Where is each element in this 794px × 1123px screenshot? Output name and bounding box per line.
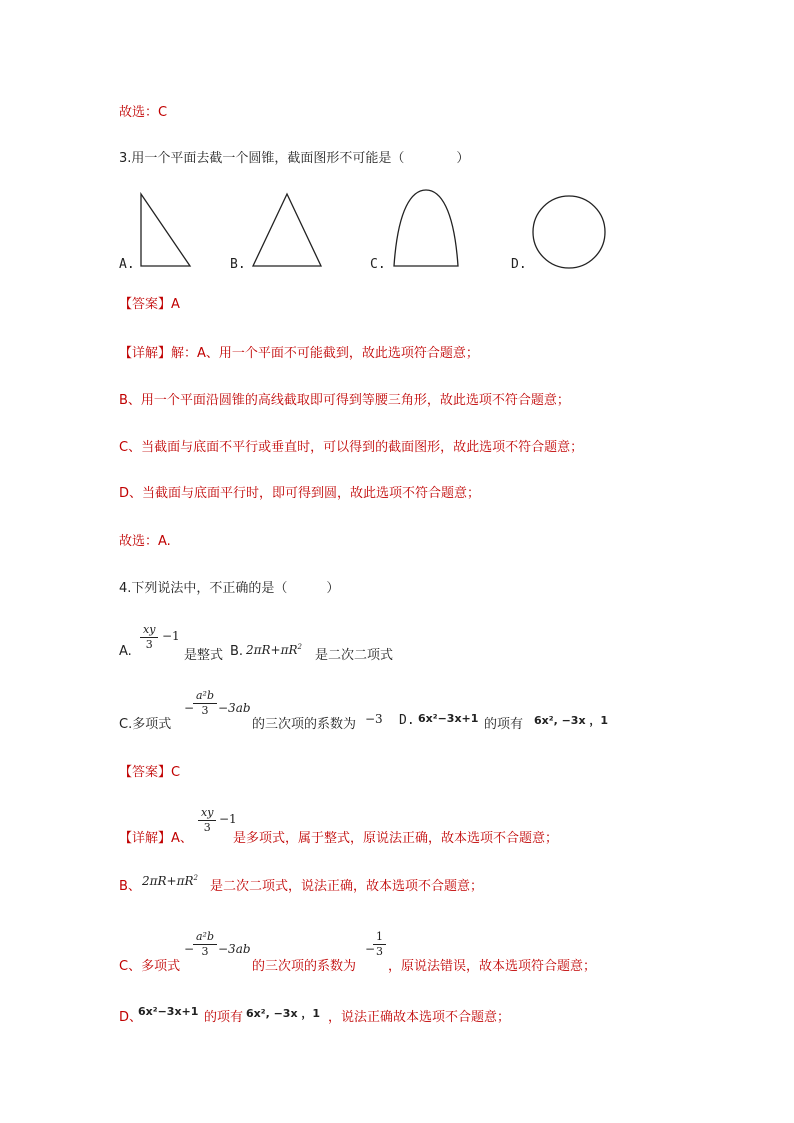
q4-option-c-text: 的三次项的系数为 xyxy=(252,717,357,732)
q4-detail-a-fraction xyxy=(198,806,216,835)
q4-detail-c-text: ，原说法错误，故本选项符合题意； xyxy=(388,959,597,974)
option-b-label: B. xyxy=(230,257,246,272)
q4-detail-d-expression: 6x²−3x+1 xyxy=(138,1005,199,1018)
option-d-circle-shape xyxy=(531,194,611,272)
q4-detail-c-fraction xyxy=(193,930,217,959)
frac-numerator: a²b xyxy=(196,930,215,943)
q3-detail-d: D、当截面与底面平行时，即可得到圆，故此选项不符合题意； xyxy=(119,486,481,501)
q4-detail-c-value-fraction xyxy=(373,930,386,959)
detail-tag: 【详解】 xyxy=(119,346,172,361)
q4-detail-d-mid: 的项有 xyxy=(204,1010,244,1025)
q4-detail-a-minus-one: −1 xyxy=(219,812,237,826)
detail-text: 解：A、用一个平面不可能截到，故此选项符合题意； xyxy=(171,346,479,361)
q4-option-d-terms: 6x², −3x ，1 xyxy=(534,714,609,727)
frac-denominator: 3 xyxy=(201,945,209,958)
q4-detail-b-text: 是二次二项式，说法正确，故本选项不合题意； xyxy=(210,879,484,894)
option-b-isosceles-triangle-shape xyxy=(250,192,324,270)
frac-denominator: 3 xyxy=(145,638,153,651)
q4-detail-c-prefix: C、多项式 xyxy=(119,959,181,974)
option-c-parabolic-section-shape xyxy=(390,188,462,270)
q3-detail-b: B、用一个平面沿圆锥的高线截取即可得到等腰三角形，故此选项不符合题意； xyxy=(119,393,570,408)
q4-option-b-prefix: B. xyxy=(230,644,244,659)
q3-detail-c: C、当截面与底面不平行或垂直时，可以得到的截面图形，故此选项不符合题意； xyxy=(119,440,584,455)
q4-option-a-prefix: A. xyxy=(119,644,132,659)
q4-option-a-minus-one: −1 xyxy=(162,629,180,643)
q4-detail-b-prefix: B、 xyxy=(119,879,141,894)
frac-denominator: 3 xyxy=(201,704,209,717)
option-c-label: C. xyxy=(370,257,386,272)
answer-value: C xyxy=(171,765,181,780)
answer-tag: 【答案】 xyxy=(119,297,172,312)
q4-detail-a-prefix: 【详解】A、 xyxy=(119,831,193,846)
frac-numerator: a²b xyxy=(196,689,215,702)
q4-option-b-expression: $2\pi R+\pi R^2$ xyxy=(246,643,303,657)
frac-numerator: xy xyxy=(201,806,214,819)
frac-denominator: 3 xyxy=(376,945,383,958)
q4-option-a-text: 是整式 xyxy=(184,648,224,663)
q4-option-c-value: −3 xyxy=(365,712,383,726)
q4-option-c-tail: −3ab xyxy=(218,701,251,715)
q4-option-d-text: 的项有 xyxy=(484,717,524,732)
q4-option-c-fraction xyxy=(193,689,217,718)
q3-answer xyxy=(119,296,180,314)
frac-numerator: xy xyxy=(143,623,156,636)
q4-detail-c-neg: − xyxy=(184,942,195,956)
q4-option-c-prefix: C.多项式 xyxy=(119,717,172,732)
q4-option-d-prefix: D. xyxy=(399,713,415,728)
option-a-right-triangle-shape xyxy=(138,192,194,270)
answer-value: A xyxy=(171,297,180,312)
q4-detail-a-text: 是多项式，属于整式，原说法正确，故本选项不合题意； xyxy=(233,831,559,846)
q4-answer xyxy=(119,764,180,782)
frac-numerator: 1 xyxy=(376,930,383,943)
previous-conclusion: 故选：C xyxy=(119,105,168,120)
q4-detail-d-text: ，说法正确故本选项不合题意； xyxy=(328,1010,511,1025)
q4-stem: 4.下列说法中，不正确的是（ ） xyxy=(119,581,340,596)
q4-option-d-expression: 6x²−3x+1 xyxy=(418,712,479,725)
q3-detail-a xyxy=(119,345,479,363)
answer-tag: 【答案】 xyxy=(119,765,172,780)
q4-detail-c-negative-sign: − xyxy=(365,942,376,956)
q4-detail-b-expression: $2\pi R+\pi R^2$ xyxy=(142,874,199,888)
q4-detail-d-terms: 6x², −3x ，1 xyxy=(246,1007,321,1020)
q3-stem: 3.用一个平面去截一个圆锥，截面图形不可能是（ ） xyxy=(119,151,470,166)
option-d-label: D. xyxy=(511,257,527,272)
q4-detail-d-prefix: D、 xyxy=(119,1010,143,1025)
q4-option-b-text: 是二次二项式 xyxy=(315,648,394,663)
q4-detail-c-mid: 的三次项的系数为 xyxy=(252,959,357,974)
q4-option-a-expression xyxy=(140,623,158,652)
q4-option-c-neg: − xyxy=(184,701,195,715)
frac-denominator: 3 xyxy=(203,821,211,834)
q4-detail-c-tail: −3ab xyxy=(218,942,251,956)
option-a-label: A. xyxy=(119,257,135,272)
q3-conclusion: 故选：A. xyxy=(119,534,171,549)
